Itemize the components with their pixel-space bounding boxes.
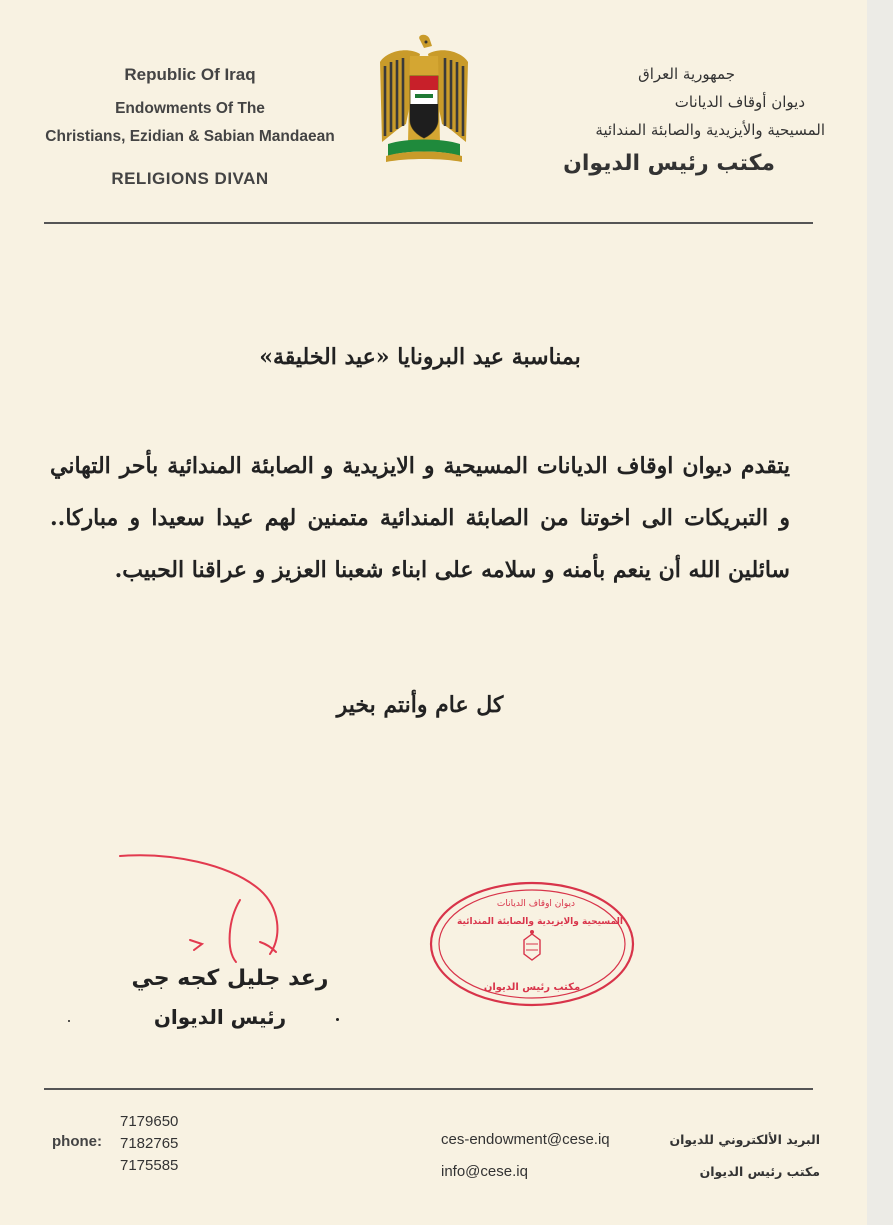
phone-label: phone: [52, 1133, 102, 1150]
header-en-endowments: Endowments Of The [115, 100, 265, 117]
phone-number: 7175585 [120, 1157, 179, 1174]
phone-list [120, 1111, 178, 1177]
email-labels [660, 1124, 820, 1188]
svg-text:ديوان اوقاف الديانات: ديوان اوقاف الديانات [496, 899, 576, 909]
signatory-title: رئيس الديوان [153, 1005, 287, 1029]
header-ar-office: مكتب رئيس الديوان [563, 151, 775, 176]
signatory-name: رعد جليل كجه جي [131, 966, 329, 991]
svg-text:مكتب رئيس الديوان: مكتب رئيس الديوان [483, 982, 581, 993]
handwritten-signature [110, 850, 310, 970]
header-ar-endowments: ديوان أوقاف الديانات [674, 93, 805, 111]
scan-edge [867, 0, 893, 1225]
closing-greeting: كل عام وأنتم بخير [336, 692, 504, 718]
eagle-of-saladin-emblem-icon [376, 32, 472, 168]
header-english [20, 62, 360, 192]
occasion-heading: بمناسبة عيد البرونايا «عيد الخليقة» [259, 344, 581, 370]
header-arabic [500, 60, 830, 184]
email-label: البريد الألكتروني للديوان [669, 1132, 820, 1147]
svg-text:المسيحية والايزيدية والصابئة ا: المسيحية والايزيدية والصابئة المندائية [457, 917, 623, 927]
email-list [441, 1124, 610, 1188]
email-label: مكتب رئيس الديوان [699, 1164, 820, 1179]
official-stamp [428, 880, 636, 1008]
header-en-country: Republic Of Iraq [124, 65, 256, 84]
phone-number: 7182765 [120, 1135, 179, 1152]
header-ar-religions: المسيحية والأيزيدية والصابئة المندائية [595, 121, 825, 139]
email-address: ces-endowment@cese.iq [441, 1131, 610, 1148]
ink-dot [68, 1020, 70, 1022]
header-en-divan: RELIGIONS DIVAN [111, 169, 269, 188]
phone-number: 7179650 [120, 1113, 179, 1130]
greeting-message: يتقدم ديوان اوقاف الديانات المسيحية و الايزيدية و الصابئة المندائية بأحر التهاني و التبريكات الى اخوتنا من الصابئة المندائية متمنين لهم عيدا سعيدا و مباركا.. سائلين الله أن ينعم بأمنه و سلامه على ابناء شعبنا العزيز و عراقنا الحبيب. [50, 453, 790, 583]
footer-divider [44, 1088, 813, 1090]
header-divider [44, 222, 813, 224]
header-ar-country: جمهورية العراق [638, 65, 735, 83]
email-address: info@cese.iq [441, 1163, 528, 1180]
ink-dot [336, 1018, 339, 1021]
header-en-religions: Christians, Ezidian & Sabian Mandaean [45, 128, 335, 145]
stamp-emblem-icon [524, 930, 540, 960]
